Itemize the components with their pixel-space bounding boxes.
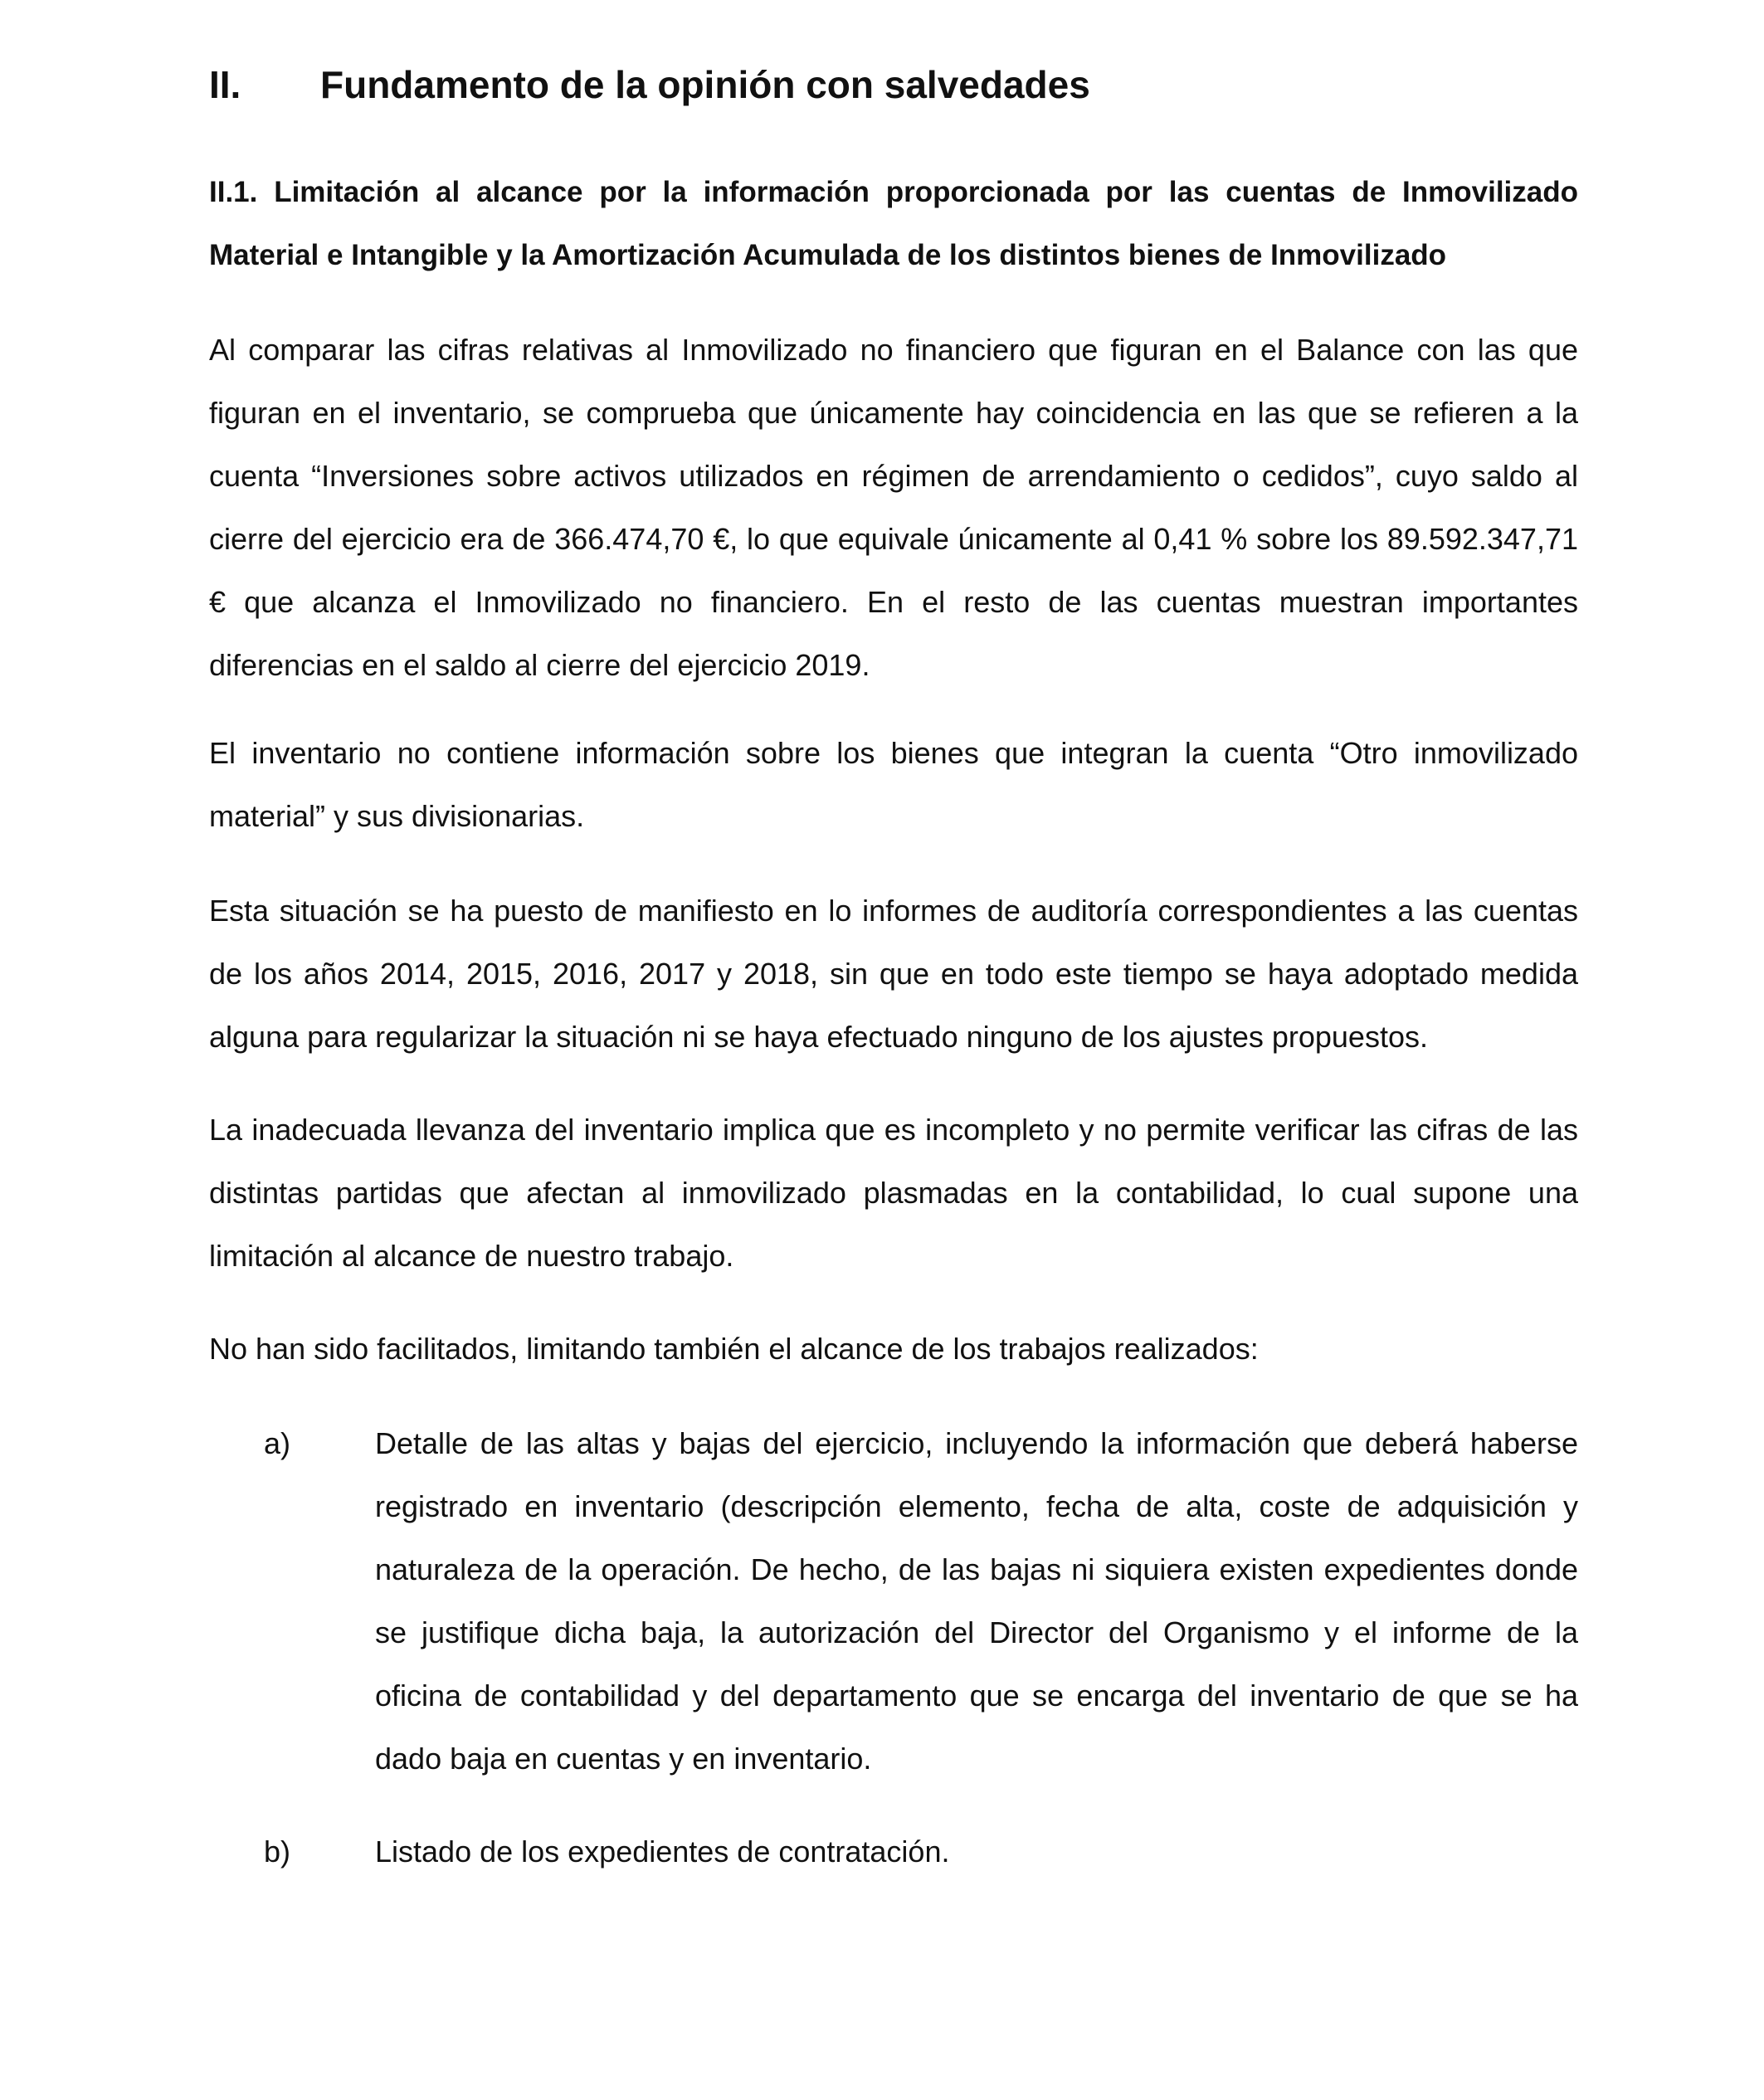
paragraph-not-provided: No han sido facilitados, limitando también el alcance de los trabajos realizados: [209, 1332, 1259, 1366]
subsection-heading: II.1. Limitación al alcance por la información proporcionada por las cuentas de Inmovilizado Material e Intangible y la Amortización Acumulada de los distintos bienes de Inmovilizado [209, 176, 1578, 271]
section-title: Fundamento de la opinión con salvedades [320, 63, 1090, 106]
section-number: II. [209, 63, 241, 106]
paragraph-other-fixed-assets: El inventario no contiene información sobre los bienes que integran la cuenta “Otro inmovilizado material” y sus divisionarias. [209, 736, 1578, 833]
list-item-text: Listado de los expedientes de contratación. [375, 1834, 950, 1869]
paragraph-inventory-comparison: Al comparar las cifras relativas al Inmovilizado no financiero que figuran en el Balance con las que figuran en el inventario, se comprueba que únicamente hay coincidencia en las que se refieren a la cuenta “Inversiones sobre activos utilizados en régimen de arrendamiento o cedidos”, cuyo saldo al cierre del ejercicio era de 366.474,70 €, lo que equivale únicamente al 0,41 % sobre los 89.592.347,71 € que alcanza el Inmovilizado no financiero. En el resto de las cuentas muestran importantes diferencias en el saldo al cierre del ejercicio 2019. [209, 333, 1578, 682]
list-marker: a) [264, 1426, 291, 1460]
paragraph-scope-limitation: La inadecuada llevanza del inventario implica que es incompleto y no permite verificar las cifras de las distintas partidas que afectan al inmovilizado plasmadas en la contabilidad, lo cual supone una limitación al alcance de nuestro trabajo. [209, 1113, 1578, 1273]
section-heading [209, 60, 1578, 110]
paragraph-prior-audits: Esta situación se ha puesto de manifiesto en lo informes de auditoría correspondientes a las cuentas de los años 2014, 2015, 2016, 2017 y 2018, sin que en todo este tiempo se haya adoptado medida alguna para regularizar la situación ni se haya efectuado ninguno de los ajustes propuestos. [209, 894, 1578, 1054]
list-item-text: Detalle de las altas y bajas del ejercicio, incluyendo la información que deberá haberse registrado en inventario (descripción elemento, fecha de alta, coste de adquisición y naturaleza de la operación. De hecho, de las bajas ni siquiera existen expedientes donde se justifique dicha baja, la autorización del Director del Organismo y el informe de la oficina de contabilidad y del departamento que se encarga del inventario de que se ha dado baja en cuentas y en inventario. [375, 1426, 1578, 1776]
list-marker: b) [264, 1834, 291, 1869]
